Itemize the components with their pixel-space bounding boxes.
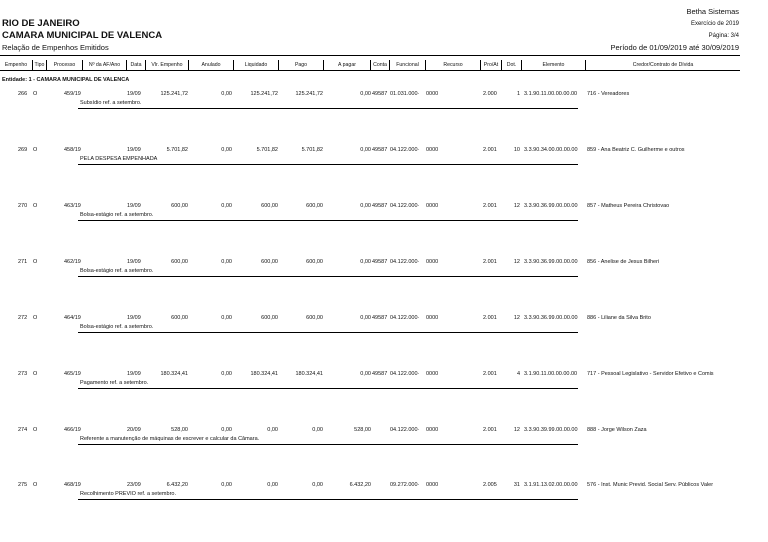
row-separator (78, 444, 578, 445)
cell-pago: 600,00 (306, 259, 323, 265)
cell-processo: 458/19 (64, 147, 81, 153)
cell-apagar: 0,00 (360, 315, 371, 321)
row-separator (78, 388, 578, 389)
cell-empenho: 266 (18, 91, 28, 97)
cell-conta: 49587 (372, 259, 388, 265)
header-top-rule (0, 55, 740, 56)
cell-processo: 463/19 (64, 203, 81, 209)
cell-valor: 180.324,41 (160, 371, 188, 377)
row-description: Bolsa-estágio ref. a setembro. (80, 268, 154, 274)
cell-proat: 2.001 (483, 371, 497, 377)
cell-valor: 125.241,72 (160, 91, 188, 97)
cell-empenho: 272 (18, 315, 28, 321)
row-description: Pagamento ref. a setembro. (80, 380, 149, 386)
cell-apagar: 528,00 (354, 427, 371, 433)
cell-pago: 0,00 (312, 482, 323, 488)
cell-elemento: 3.1.91.13.02.00.00.00 (524, 482, 578, 488)
cell-empenho: 273 (18, 371, 28, 377)
cell-dot: 10 (513, 147, 520, 153)
cell-funcional: 04.122.000· (390, 203, 420, 209)
col-credor: Credor/Contrato de Dívida (585, 60, 740, 70)
cell-apagar: 0,00 (360, 203, 371, 209)
cell-dot: 1 (516, 91, 520, 97)
cell-liquidado: 600,00 (261, 203, 278, 209)
cell-funcional: 04.122.000· (390, 371, 420, 377)
col-proat: Pro/At (480, 60, 501, 70)
cell-processo: 468/19 (64, 482, 81, 488)
cell-valor: 600,00 (171, 315, 188, 321)
state-title: RIO DE JANEIRO (2, 18, 80, 29)
cell-funcional: 01.031.000· (390, 91, 420, 97)
organization-title: CAMARA MUNICIPAL DE VALENCA (2, 30, 163, 41)
cell-elemento: 3.3.90.34.00.00.00.00 (524, 147, 578, 153)
cell-dot: 12 (513, 427, 520, 433)
cell-processo: 459/19 (64, 91, 81, 97)
cell-dot: 12 (513, 315, 520, 321)
cell-data: 23/09 (127, 482, 141, 488)
row-description: Subsídio ref. a setembro. (80, 100, 142, 106)
cell-credor: 859 - Ana Beatriz C. Guilherme e outros (587, 147, 685, 153)
cell-liquidado: 125.241,72 (250, 91, 278, 97)
cell-valor: 600,00 (171, 259, 188, 265)
cell-proat: 2.005 (483, 482, 497, 488)
col-empenho: Empenho (4, 62, 28, 68)
cell-tipo: O (33, 259, 38, 265)
col-dot: Dot. (501, 60, 521, 70)
cell-recurso: 0000 (426, 259, 439, 265)
cell-recurso: 0000 (426, 147, 439, 153)
cell-liquidado: 5.701,82 (256, 147, 278, 153)
cell-apagar: 0,00 (360, 259, 371, 265)
cell-data: 19/09 (127, 91, 141, 97)
cell-pago: 5.701,82 (301, 147, 323, 153)
cell-recurso: 0000 (426, 482, 439, 488)
cell-liquidado: 600,00 (261, 259, 278, 265)
cell-pago: 125.241,72 (295, 91, 323, 97)
col-apagar: A pagar (323, 60, 370, 70)
cell-funcional: 04.122.000· (390, 427, 420, 433)
cell-proat: 2.001 (483, 315, 497, 321)
col-pago: Pago (278, 60, 323, 70)
cell-processo: 466/19 (64, 427, 81, 433)
cell-apagar: 6.432,20 (349, 482, 371, 488)
col-data: Data (126, 60, 145, 70)
cell-credor: 576 - Inst. Munic Previd. Social Serv. Públicos Valer (587, 482, 714, 488)
row-separator (78, 164, 578, 165)
cell-funcional: 04.122.000· (390, 147, 420, 153)
row-separator (78, 332, 578, 333)
row-description: Referente a manutenção de máquinas de escrever e calcular da Câmara. (80, 436, 260, 442)
cell-anulado: 0,00 (221, 315, 232, 321)
col-funcional: Funcional (389, 60, 425, 70)
cell-tipo: O (33, 371, 38, 377)
cell-credor: 717 - Pessoal Legislativo - Servidor Efetivo e Comis (587, 371, 714, 377)
cell-elemento: 3.3.90.36.99.00.00.00 (524, 259, 578, 265)
cell-recurso: 0000 (426, 371, 439, 377)
cell-proat: 2.001 (483, 259, 497, 265)
row-separator (78, 276, 578, 277)
cell-tipo: O (33, 147, 38, 153)
cell-recurso: 0000 (426, 315, 439, 321)
cell-dot: 12 (513, 259, 520, 265)
cell-credor: 716 - Vereadores (587, 91, 630, 97)
cell-processo: 464/19 (64, 315, 81, 321)
system-name: Betha Sistemas (686, 7, 739, 16)
cell-proat: 2.001 (483, 147, 497, 153)
cell-conta: 49587 (372, 147, 388, 153)
cell-anulado: 0,00 (221, 147, 232, 153)
cell-elemento: 3.3.90.36.99.00.00.00 (524, 315, 578, 321)
exercise-year: Exercício de 2019 (690, 21, 739, 27)
cell-recurso: 0000 (426, 91, 439, 97)
cell-liquidado: 0,00 (267, 427, 278, 433)
cell-tipo: O (33, 91, 38, 97)
cell-recurso: 0000 (426, 203, 439, 209)
cell-conta: 49587 (372, 91, 388, 97)
cell-tipo: O (33, 427, 38, 433)
col-elemento: Elemento (521, 60, 585, 70)
cell-valor: 5.701,82 (166, 147, 188, 153)
cell-funcional: 04.122.000· (390, 315, 420, 321)
cell-apagar: 0,00 (360, 91, 371, 97)
col-tipo: Tipo (32, 60, 46, 70)
cell-dot: 12 (513, 203, 520, 209)
cell-liquidado: 600,00 (261, 315, 278, 321)
cell-funcional: 04.122.000· (390, 259, 420, 265)
cell-proat: 2.000 (483, 91, 497, 97)
cell-anulado: 0,00 (221, 371, 232, 377)
cell-empenho: 275 (18, 482, 28, 488)
cell-anulado: 0,00 (221, 91, 232, 97)
cell-anulado: 0,00 (221, 203, 232, 209)
cell-credor: 886 - Liliane da Silva Brito (587, 315, 651, 321)
cell-processo: 465/19 (64, 371, 81, 377)
cell-empenho: 271 (18, 259, 28, 265)
cell-data: 19/09 (127, 259, 141, 265)
cell-credor: 856 - Anelise de Jesus Bilheri (587, 259, 660, 265)
col-anulado: Anulado (188, 60, 233, 70)
report-period: Período de 01/09/2019 até 30/09/2019 (610, 43, 739, 52)
cell-empenho: 269 (18, 147, 28, 153)
cell-elemento: 3.3.90.36.99.00.00.00 (524, 203, 578, 209)
page-number: Página: 3/4 (708, 33, 739, 39)
cell-data: 19/09 (127, 315, 141, 321)
cell-credor: 888 - Jorge Wilson Zaza (587, 427, 647, 433)
row-description: Bolsa-estágio ref. a setembro. (80, 324, 154, 330)
cell-pago: 600,00 (306, 203, 323, 209)
col-liquidado: Liquidado (233, 60, 278, 70)
cell-conta: 49587 (372, 371, 388, 377)
cell-credor: 857 - Matheus Pereira Christovao (587, 203, 670, 209)
cell-conta: 49587 (372, 203, 388, 209)
col-valor: Vlr. Empenho (145, 60, 188, 70)
row-separator (78, 108, 578, 109)
cell-pago: 600,00 (306, 315, 323, 321)
cell-tipo: O (33, 482, 38, 488)
cell-data: 20/09 (127, 427, 141, 433)
col-af: Nº da AF/Ano (82, 60, 126, 70)
row-description: Bolsa-estágio ref. a setembro. (80, 212, 154, 218)
col-processo: Processo (46, 60, 82, 70)
row-separator (78, 499, 578, 500)
cell-recurso: 0000 (426, 427, 439, 433)
cell-proat: 2.001 (483, 203, 497, 209)
cell-anulado: 0,00 (221, 482, 232, 488)
cell-dot: 31 (513, 482, 520, 488)
cell-data: 19/09 (127, 147, 141, 153)
cell-empenho: 270 (18, 203, 28, 209)
cell-anulado: 0,00 (221, 259, 232, 265)
cell-pago: 180.324,41 (295, 371, 323, 377)
cell-valor: 528,00 (171, 427, 188, 433)
cell-valor: 600,00 (171, 203, 188, 209)
col-conta: Conta (370, 60, 389, 70)
row-description: Recolhimento PREVIO ref. a setembro. (80, 491, 176, 497)
cell-tipo: O (33, 315, 38, 321)
cell-pago: 0,00 (312, 427, 323, 433)
col-recurso: Recurso (425, 60, 480, 70)
cell-tipo: O (33, 203, 38, 209)
cell-funcional: 09.272.000· (390, 482, 420, 488)
cell-apagar: 0,00 (360, 371, 371, 377)
cell-data: 19/09 (127, 203, 141, 209)
row-separator (78, 220, 578, 221)
cell-empenho: 274 (18, 427, 28, 433)
cell-data: 19/09 (127, 371, 141, 377)
cell-proat: 2.001 (483, 427, 497, 433)
cell-elemento: 3.1.90.11.00.00.00.00 (524, 91, 578, 97)
cell-valor: 6.432,20 (166, 482, 188, 488)
cell-elemento: 3.3.90.39.99.00.00.00 (524, 427, 578, 433)
header-bottom-rule (0, 70, 740, 71)
cell-elemento: 3.1.90.11.00.00.00.00 (524, 371, 578, 377)
cell-apagar: 0,00 (360, 147, 371, 153)
entity-label: Entidade: 1 - CAMARA MUNICIPAL DE VALENCA (2, 77, 130, 83)
cell-conta: 49587 (372, 315, 388, 321)
row-description: PELA DESPESA EMPENHADA (80, 156, 158, 162)
cell-liquidado: 180.324,41 (250, 371, 278, 377)
cell-processo: 462/19 (64, 259, 81, 265)
report-title: Relação de Empenhos Emitidos (2, 43, 109, 52)
cell-dot: 4 (516, 371, 520, 377)
cell-anulado: 0,00 (221, 427, 232, 433)
cell-liquidado: 0,00 (267, 482, 278, 488)
